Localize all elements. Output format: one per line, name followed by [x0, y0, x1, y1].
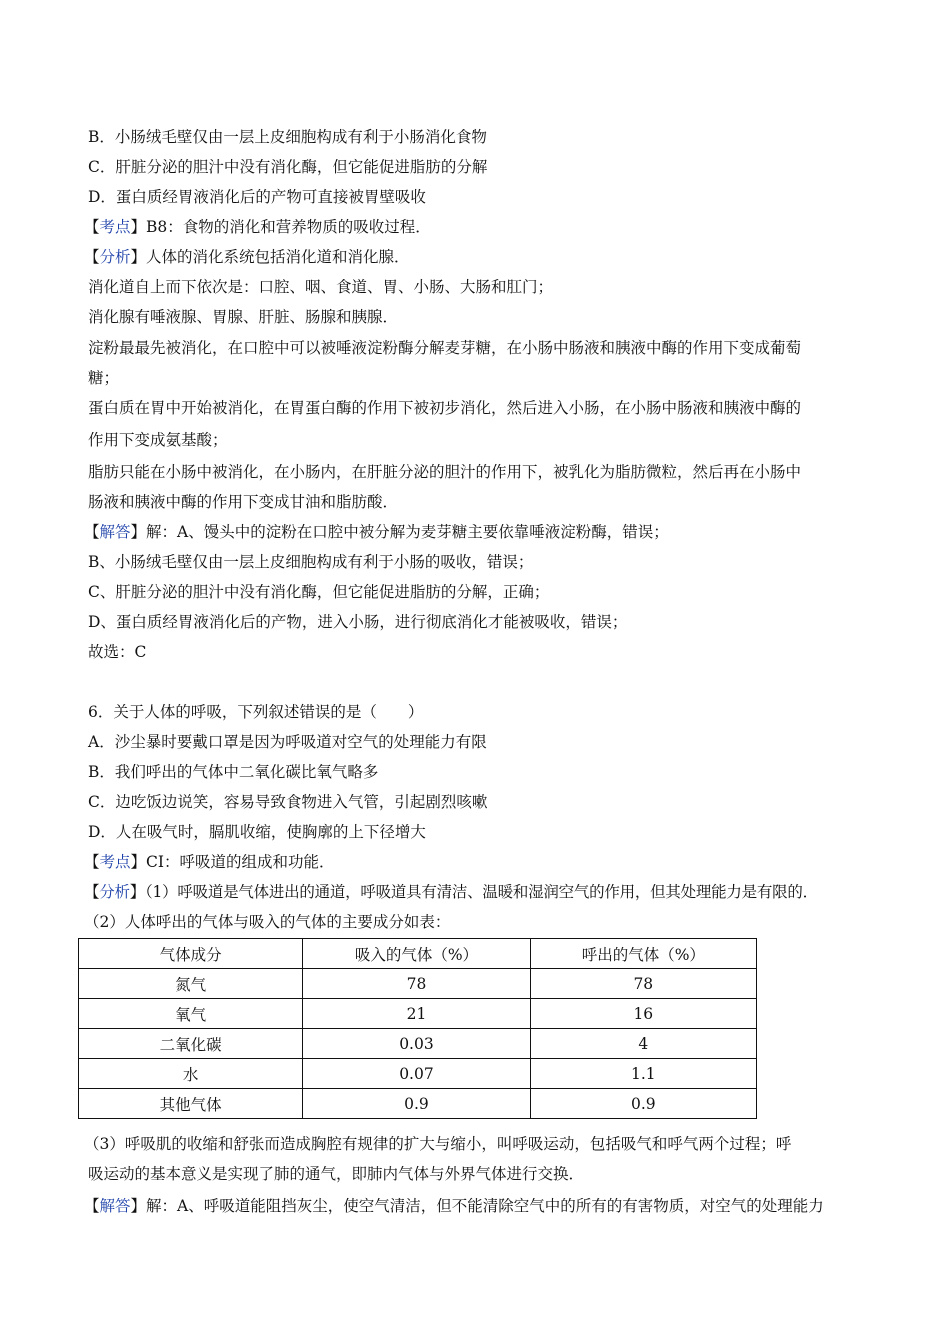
table-cell: 0.9 — [303, 1089, 530, 1119]
q5-option-b: B．小肠绒毛壁仅由一层上皮细胞构成有利于小肠消化食物 — [88, 128, 487, 146]
analysis-line: 蛋白质在胃中开始被消化，在胃蛋白酶的作用下被初步消化，然后进入小肠，在小肠中肠液和胰液中酶的 — [88, 399, 802, 417]
q6-option-d: D．人在吸气时，膈肌收缩，使胸廓的上下径增大 — [88, 823, 426, 841]
table-header-row — [79, 939, 757, 969]
q5-option-c: C．肝脏分泌的胆汁中没有消化酶，但它能促进脂肪的分解 — [88, 158, 488, 176]
table-cell: 78 — [530, 969, 756, 999]
table-cell: 0.07 — [303, 1059, 530, 1089]
after-table-line: 吸运动的基本意义是实现了肺的通气，即肺内气体与外界气体进行交换． — [88, 1165, 585, 1183]
q6-option-a: A．沙尘暴时要戴口罩是因为呼吸道对空气的处理能力有限 — [88, 733, 487, 751]
q5-fenxi: 【分析】人体的消化系统包括消化道和消化腺． — [84, 248, 410, 266]
table-header-cell: 气体成分 — [79, 939, 303, 969]
table-cell: 21 — [303, 999, 530, 1029]
table-cell: 氮气 — [79, 969, 303, 999]
answer-line: 故选：C — [88, 643, 147, 661]
jieda-text: 解：A、馒头中的淀粉在口腔中被分解为麦芽糖主要依靠唾液淀粉酶，错误； — [146, 523, 669, 541]
kaodian-tag: 考点 — [99, 218, 131, 236]
analysis-line: 作用下变成氨基酸； — [88, 431, 228, 449]
table-row — [79, 1059, 757, 1089]
table-intro: （2）人体呼出的气体与吸入的气体的主要成分如表： — [84, 913, 451, 931]
after-table-line: （3）呼吸肌的收缩和舒张而造成胸腔有规律的扩大与缩小，叫呼吸运动，包括吸气和呼气两个过程；呼 — [84, 1135, 792, 1153]
jieda-text: 解：A、呼吸道能阻挡灰尘，使空气清洁，但不能清除空气中的所有的有害物质，对空气的处理能力 — [146, 1197, 824, 1215]
analysis-line: 淀粉最最先被消化，在口腔中可以被唾液淀粉酶分解麦芽糖，在小肠中肠液和胰液中酶的作用下变成葡萄 — [88, 339, 802, 357]
table-row — [79, 1029, 757, 1059]
q5-kaodian: 【考点】B8：食物的消化和营养物质的吸收过程． — [84, 218, 431, 236]
fenxi-text: （1）呼吸道是气体进出的通道，呼吸道具有清洁、温暖和湿润空气的作用，但其处理能力是有限的． — [145, 883, 818, 901]
table-header-cell: 吸入的气体（%） — [303, 939, 530, 969]
table-cell: 1.1 — [530, 1059, 756, 1089]
q5-jieda: 【解答】解：A、馒头中的淀粉在口腔中被分解为麦芽糖主要依靠唾液淀粉酶，错误； — [84, 523, 669, 541]
table-cell: 0.03 — [303, 1029, 530, 1059]
analysis-line: 消化腺有唾液腺、胃腺、肝脏、肠腺和胰腺． — [88, 308, 399, 326]
table-cell: 二氧化碳 — [79, 1029, 303, 1059]
analysis-line: 肠液和胰液中酶的作用下变成甘油和脂肪酸． — [88, 493, 399, 511]
table-row — [79, 1089, 757, 1119]
kaodian-tag: 考点 — [99, 853, 131, 871]
table-header-cell: 呼出的气体（%） — [530, 939, 756, 969]
answer-line: B、小肠绒毛壁仅由一层上皮细胞构成有利于小肠的吸收，错误； — [88, 553, 534, 571]
q6-jieda: 【解答】解：A、呼吸道能阻挡灰尘，使空气清洁，但不能清除空气中的所有的有害物质，对空气的处理能力 — [84, 1197, 824, 1215]
kaodian-text: CI：呼吸道的组成和功能． — [146, 853, 335, 871]
table-row — [79, 999, 757, 1029]
table-cell: 0.9 — [530, 1089, 756, 1119]
table-cell: 水 — [79, 1059, 303, 1089]
table-cell: 4 — [530, 1029, 756, 1059]
analysis-line: 消化道自上而下依次是：口腔、咽、食道、胃、小肠、大肠和肛门； — [88, 278, 554, 296]
gas-composition-table — [78, 938, 757, 1119]
table-cell: 氧气 — [79, 999, 303, 1029]
table-cell: 其他气体 — [79, 1089, 303, 1119]
q6-kaodian: 【考点】CI：呼吸道的组成和功能． — [84, 853, 335, 871]
answer-line: D、蛋白质经胃液消化后的产物，进入小肠，进行彻底消化才能被吸收，错误； — [88, 613, 628, 631]
table-cell: 16 — [530, 999, 756, 1029]
fenxi-tag: 分析 — [99, 883, 130, 901]
table-row — [79, 969, 757, 999]
q5-option-d: D．蛋白质经胃液消化后的产物可直接被胃壁吸收 — [88, 188, 426, 206]
jieda-tag: 解答 — [99, 523, 131, 541]
q6-option-b: B．我们呼出的气体中二氧化碳比氧气略多 — [88, 763, 379, 781]
q6-option-c: C．边吃饭边说笑，容易导致食物进入气管，引起剧烈咳嗽 — [88, 793, 488, 811]
analysis-line: 脂肪只能在小肠中被消化，在小肠内，在肝脏分泌的胆汁的作用下，被乳化为脂肪微粒，然后再在小肠中 — [88, 463, 802, 481]
jieda-tag: 解答 — [99, 1197, 131, 1215]
q6-question: 6．关于人体的呼吸，下列叙述错误的是（ ） — [88, 703, 424, 721]
answer-line: C、肝脏分泌的胆汁中没有消化酶，但它能促进脂肪的分解，正确； — [88, 583, 550, 601]
table-cell: 78 — [303, 969, 530, 999]
fenxi-tag: 分析 — [99, 248, 131, 266]
q6-fenxi: 【分析】（1）呼吸道是气体进出的通道，呼吸道具有清洁、温暖和湿润空气的作用，但其处理能力是有限的． — [84, 883, 818, 901]
analysis-line: 糖； — [88, 369, 120, 387]
kaodian-text: B8：食物的消化和营养物质的吸收过程． — [146, 218, 431, 236]
fenxi-text: 人体的消化系统包括消化道和消化腺． — [146, 248, 410, 266]
